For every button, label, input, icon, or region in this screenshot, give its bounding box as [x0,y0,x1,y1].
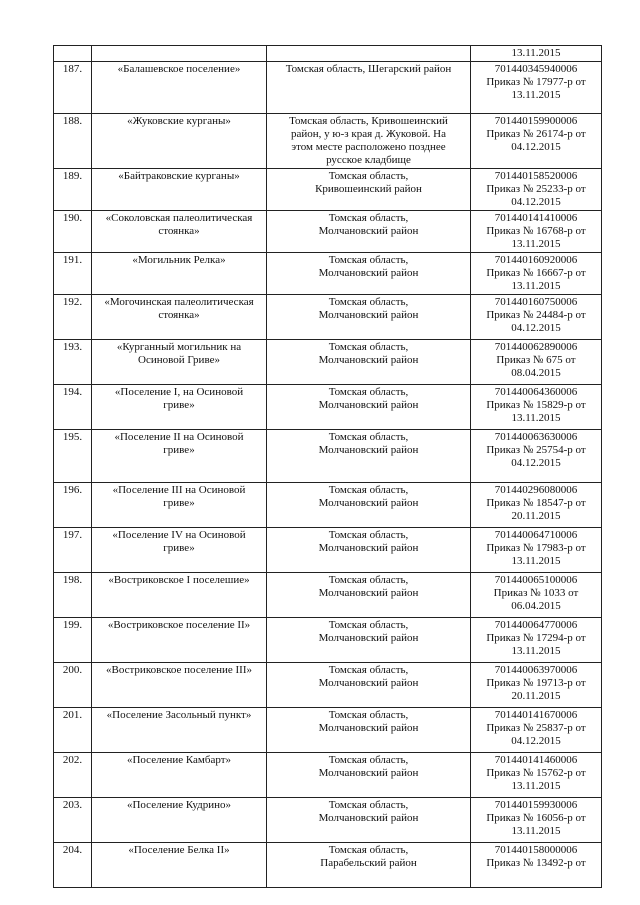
location-line: Томская область, [328,431,409,443]
registration-line: 701440065100006 [494,574,578,586]
object-name-cell [92,528,267,573]
registration-cell [471,843,602,888]
registration-line: 701440158520006 [494,170,578,182]
registration-line: 13.11.2015 [511,555,561,567]
row-number-cell: 188. [54,114,92,169]
location-line: Молчановский район [318,722,419,734]
registration-cell [471,46,602,62]
object-name-line: «Поселение IV на Осиновой [112,529,246,541]
location-line: Томская область, [328,341,409,353]
location-cell [267,753,471,798]
location-cell [267,843,471,888]
registration-line: 13.11.2015 [511,780,561,792]
location-line: Томская область, [328,799,409,811]
location-line: Томская область, [328,529,409,541]
row-number-cell: 198. [54,573,92,618]
location-line: Молчановский район [318,587,419,599]
location-cell [267,211,471,253]
registration-cell [471,618,602,663]
object-name-cell [92,340,267,385]
location-cell [267,340,471,385]
location-line: Томская область, Кривошеинский [289,115,448,127]
location-line: Томская область, Шегарский район [285,63,452,75]
location-cell [267,62,471,114]
object-name-cell [92,708,267,753]
registration-line: Приказ № 1033 от [493,587,579,599]
object-name-line: гриве» [163,444,195,456]
location-line: Молчановский район [318,632,419,644]
location-line: район, у ю-з края д. Жуковой. На [291,128,446,140]
location-cell [267,295,471,340]
location-line: Томская область, [328,254,409,266]
registration-cell [471,295,602,340]
location-line: Томская область, [328,386,409,398]
location-line: Томская область, [328,754,409,766]
registration-cell [471,430,602,483]
registration-line: 701440141410006 [494,212,578,224]
location-line: Молчановский район [318,767,419,779]
object-name-line: «Востриковское I поселешие» [108,574,250,586]
row-number-cell: 196. [54,483,92,528]
table-row [54,114,602,169]
location-cell [267,618,471,663]
table-row [54,46,602,62]
registration-line: 04.12.2015 [511,322,561,334]
row-number-cell: 189. [54,169,92,211]
row-number-cell: 200. [54,663,92,708]
object-name-cell [92,169,267,211]
object-name-line: гриве» [163,497,195,509]
location-line: Молчановский район [318,444,419,456]
table-row [54,663,602,708]
object-name-cell [92,618,267,663]
row-number-cell: 203. [54,798,92,843]
location-line: Томская область, [328,664,409,676]
registration-line: Приказ № 19713-р от [486,677,586,689]
table-row [54,708,602,753]
registration-line: Приказ № 26174-р от [486,128,586,140]
object-name-line: стоянка» [158,225,200,237]
object-name-line: «Могильник Релка» [132,254,226,266]
object-name-cell [92,753,267,798]
object-name-line: «Востриковское поселение II» [107,619,251,631]
object-name-line: «Могочинская палеолитическая [104,296,254,308]
row-number-cell: 191. [54,253,92,295]
object-name-line: Осиновой Гриве» [138,354,220,366]
row-number-cell: 202. [54,753,92,798]
location-cell [267,46,471,62]
location-cell [267,573,471,618]
registration-line: 04.12.2015 [511,457,561,469]
registration-line: 08.04.2015 [511,367,561,379]
object-name-line: «Поселение Камбарт» [126,754,232,766]
table-row [54,253,602,295]
row-number-cell: 187. [54,62,92,114]
registration-line: 701440141670006 [494,709,578,721]
object-name-line: «Жуковские курганы» [127,115,231,127]
location-line: Томская область, [328,296,409,308]
object-name-cell [92,843,267,888]
table-body [54,46,602,888]
location-line: Томская область, [328,170,409,182]
registration-cell [471,528,602,573]
location-cell [267,169,471,211]
registration-cell [471,211,602,253]
location-line: Томская область, [328,844,409,856]
row-number-cell: 197. [54,528,92,573]
location-line: Кривошеинский район [315,183,422,195]
registration-line: 701440296080006 [494,484,578,496]
registration-line: 13.11.2015 [511,412,561,424]
location-line: этом месте расположено позднее [291,141,446,153]
location-cell [267,483,471,528]
location-line: Молчановский район [318,677,419,689]
registration-line: 13.11.2015 [511,280,561,292]
registration-line: 701440064360006 [494,386,578,398]
registration-line: 04.12.2015 [511,196,561,208]
location-line: Молчановский район [318,354,419,366]
registration-line: 701440141460006 [494,754,578,766]
row-number-cell: 194. [54,385,92,430]
registration-line: 701440064770006 [494,619,578,631]
registration-line: Приказ № 17983-р от [486,542,586,554]
registration-line: 13.11.2015 [511,645,561,657]
registration-line: Приказ № 15762-р от [486,767,586,779]
registration-cell [471,114,602,169]
object-name-line: «Поселение I, на Осиновой [114,386,244,398]
object-name-line: гриве» [163,399,195,411]
registration-line: 701440160920006 [494,254,578,266]
registration-cell [471,253,602,295]
object-name-line: «Байтраковские курганы» [118,170,240,182]
object-name-cell [92,430,267,483]
registration-cell [471,169,602,211]
registration-cell [471,340,602,385]
registration-line: 701440160750006 [494,296,578,308]
table-row [54,295,602,340]
table-row [54,573,602,618]
location-cell [267,528,471,573]
object-name-cell [92,46,267,62]
object-name-line: «Поселение II на Осиновой [114,431,244,443]
registration-line: 04.12.2015 [511,141,561,153]
table-row [54,843,602,888]
object-name-line: «Поселение III на Осиновой [112,484,246,496]
registration-line: 13.11.2015 [511,47,561,59]
row-number-cell: 192. [54,295,92,340]
location-line: русское кладбище [326,154,411,166]
location-cell [267,663,471,708]
registration-line: 06.04.2015 [511,600,561,612]
registration-line: 701440063970006 [494,664,578,676]
table-row [54,340,602,385]
object-name-line: «Поселение Кудрино» [126,799,232,811]
registration-line: 701440062890006 [494,341,578,353]
registration-line: 701440345940006 [494,63,578,75]
object-name-cell [92,62,267,114]
table-row [54,798,602,843]
location-line: Молчановский район [318,399,419,411]
registration-cell [471,663,602,708]
location-cell [267,385,471,430]
registration-line: Приказ № 16667-р от [486,267,586,279]
location-line: Парабельский район [320,857,417,869]
row-number-cell: 193. [54,340,92,385]
location-line: Молчановский район [318,225,419,237]
location-line: Молчановский район [318,542,419,554]
object-name-cell [92,295,267,340]
registration-cell [471,483,602,528]
location-cell [267,253,471,295]
object-name-line: стоянка» [158,309,200,321]
object-name-cell [92,483,267,528]
registration-line: 13.11.2015 [511,238,561,250]
location-cell [267,708,471,753]
registration-line: Приказ № 25233-р от [486,183,586,195]
table-row [54,169,602,211]
registration-line: Приказ № 17977-р от [486,76,586,88]
location-line: Молчановский район [318,497,419,509]
object-name-line: «Курганный могильник на [116,341,242,353]
row-number-cell: 190. [54,211,92,253]
registration-line: Приказ № 16056-р от [486,812,586,824]
registration-line: Приказ № 17294-р от [486,632,586,644]
registration-line: Приказ № 25837-р от [486,722,586,734]
location-line: Томская область, [328,574,409,586]
object-name-line: «Балашевское поселение» [117,63,241,75]
table-row [54,385,602,430]
row-number-cell: 201. [54,708,92,753]
heritage-registry-table [53,45,602,888]
registration-line: 701440159900006 [494,115,578,127]
object-name-cell [92,211,267,253]
location-cell [267,114,471,169]
registration-cell [471,708,602,753]
object-name-line: гриве» [163,542,195,554]
object-name-line: «Поселение Белка II» [128,844,230,856]
registration-line: Приказ № 15829-р от [486,399,586,411]
object-name-cell [92,798,267,843]
table-row [54,483,602,528]
object-name-cell [92,114,267,169]
registration-line: 701440064710006 [494,529,578,541]
location-cell [267,430,471,483]
registration-cell [471,385,602,430]
table-row [54,62,602,114]
registration-line: Приказ № 675 от [496,354,576,366]
object-name-line: «Соколовская палеолитическая [105,212,253,224]
registration-line: 13.11.2015 [511,89,561,101]
registration-line: Приказ № 16768-р от [486,225,586,237]
object-name-cell [92,663,267,708]
location-line: Молчановский район [318,309,419,321]
location-line: Томская область, [328,709,409,721]
registration-line: 701440159930006 [494,799,578,811]
registration-line: Приказ № 18547-р от [486,497,586,509]
registration-cell [471,798,602,843]
object-name-cell [92,573,267,618]
registration-line: 20.11.2015 [511,690,561,702]
registration-line: 04.12.2015 [511,735,561,747]
registration-line: Приказ № 13492-р от [486,857,586,869]
table-row [54,618,602,663]
registration-cell [471,753,602,798]
table-row [54,528,602,573]
registration-line: Приказ № 24484-р от [486,309,586,321]
registration-line: 701440063630006 [494,431,578,443]
row-number-cell [54,46,92,62]
table-row [54,753,602,798]
object-name-cell [92,253,267,295]
location-line: Томская область, [328,484,409,496]
table-row [54,430,602,483]
location-cell [267,798,471,843]
registration-line: 13.11.2015 [511,825,561,837]
row-number-cell: 199. [54,618,92,663]
table-row [54,211,602,253]
object-name-line: «Востриковское поселение III» [106,664,252,676]
location-line: Молчановский район [318,812,419,824]
registration-line: 20.11.2015 [511,510,561,522]
registration-line: Приказ № 25754-р от [486,444,586,456]
row-number-cell: 195. [54,430,92,483]
location-line: Томская область, [328,212,409,224]
row-number-cell: 204. [54,843,92,888]
location-line: Томская область, [328,619,409,631]
location-line: Молчановский район [318,267,419,279]
object-name-cell [92,385,267,430]
registration-cell [471,62,602,114]
registration-cell [471,573,602,618]
registration-line: 701440158000006 [494,844,578,856]
object-name-line: «Поселение Засольный пункт» [106,709,252,721]
